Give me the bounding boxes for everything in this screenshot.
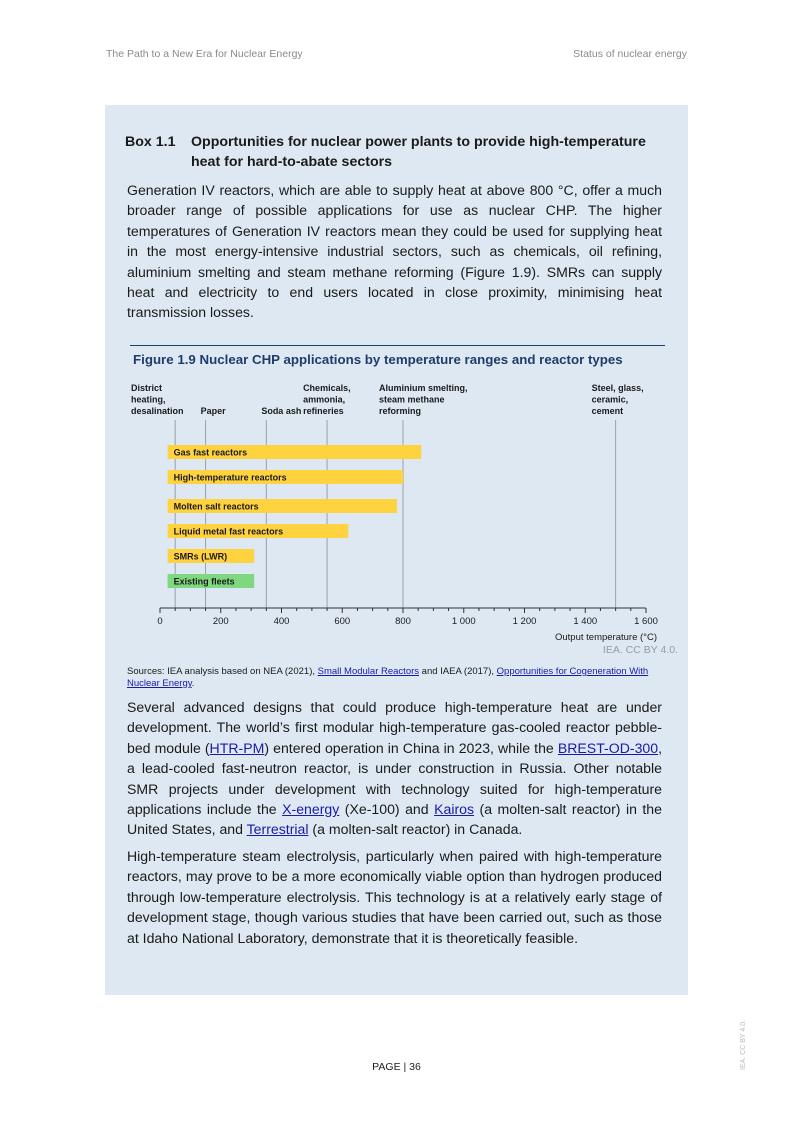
reactor-bar-label: High-temperature reactors (173, 472, 287, 483)
application-label-line: refineries (303, 406, 344, 416)
page-number (0, 1061, 793, 1073)
link-cogeneration-nuclear[interactable]: Opportunities for Cogeneration With Nuclear Energy (127, 666, 649, 689)
sources-suffix: . (191, 678, 195, 689)
application-label-line: District (131, 383, 163, 393)
x-tick-label: 600 (334, 616, 351, 627)
link-kairos[interactable]: Kairos (434, 801, 475, 818)
application-labels (131, 383, 644, 416)
box-intro-paragraph: Generation IV reactors, which are able to supply heat at above 800 °C, offer a much broader range of possible applications for use as nuclear CHP. The higher temperatures of Generation IV reactors mean they could be used for supplying heat in the most energy-intensive industrial sectors, such as chemicals, oil refining, aluminium smelting and steam methane reforming (Figure 1.9). SMRs can supply heat and electricity to end users located in close proximity, minimising heat transmission losses. (127, 182, 662, 321)
link-x-energy[interactable]: X-energy (282, 801, 340, 818)
application-label-line: Chemicals, (303, 383, 351, 393)
page-separator: | (400, 1061, 410, 1073)
running-header-title: The Path to a New Era for Nuclear Energy (106, 48, 303, 60)
application-label-line: reforming (379, 406, 422, 416)
application-label-line: Soda ash (261, 406, 302, 416)
p1-text-3: , a lead-cooled fast-neutron reactor, is under construction in Russia. Other notable SMR projects under development with technology suited for high-temperature applications include the (127, 739, 663, 818)
application-label-line: Steel, glass, (591, 383, 644, 393)
x-tick-label: 400 (273, 616, 290, 627)
p1-text-6: (a molten-salt reactor) in Canada. (308, 821, 523, 838)
reactor-bar-label: Existing fleets (173, 576, 235, 587)
side-credit: IEA. CC BY 4.0. (740, 1019, 747, 1070)
box-number: Box 1.1 (125, 134, 176, 150)
page-number-value: 36 (409, 1061, 421, 1073)
x-axis (157, 608, 658, 627)
sources-prefix: Sources: IEA analysis based on NEA (2021), (127, 666, 318, 677)
sources-middle: and IAEA (2017), (419, 666, 497, 677)
link-small-modular-reactors[interactable]: Small Modular Reactors (317, 666, 420, 677)
link-htr-pm[interactable]: HTR-PM (209, 739, 265, 756)
box-heading: Opportunities for nuclear power plants to provide high-temperature heat for hard-to-abate sectors (191, 134, 646, 170)
x-tick-label: 0 (157, 616, 163, 627)
p1-text-1: Several advanced designs that could produce high-temperature heat are under development. The world’s first modular high-temperature gas-cooled reactor pebble-bed module ( (127, 699, 662, 756)
x-tick-label: 1 400 (573, 616, 598, 627)
figure-title: Figure 1.9 Nuclear CHP applications by temperature ranges and reactor types (133, 352, 623, 367)
reactor-bar-label: Gas fast reactors (173, 447, 248, 458)
reactor-bar-label: Liquid metal fast reactors (173, 526, 284, 537)
x-axis-label: Output temperature (°C) (554, 632, 657, 643)
application-label (131, 383, 184, 416)
x-tick-label: 200 (212, 616, 229, 627)
figure-credit: IEA. CC BY 4.0. (602, 644, 678, 656)
application-label (379, 383, 468, 416)
application-label-line: Aluminium smelting, (379, 383, 468, 393)
application-label (303, 383, 351, 416)
link-terrestrial[interactable]: Terrestrial (246, 821, 309, 838)
application-label-line: heating, (131, 394, 166, 405)
application-label-line: ceramic, (591, 394, 629, 405)
body-paragraph-2: High-temperature steam electrolysis, particularly when paired with high-temperature reactors, may prove to be a more economically viable option than hydrogen produced through low-temperature electrolysis. This technology is at a relatively early stage of development stage, though various studies that have been carried out, such as those at Idaho National Laboratory, demonstrate that it is theoretically feasible. (127, 848, 662, 946)
x-tick-label: 1 600 (634, 616, 658, 627)
application-label-line: Paper (200, 406, 226, 416)
application-label (261, 406, 301, 416)
application-label-line: steam methane (379, 394, 445, 405)
application-label-line: desalination (131, 406, 184, 416)
reactor-bar-label: Molten salt reactors (173, 501, 259, 512)
p1-text-4: (Xe-100) and (339, 801, 435, 818)
x-tick-label: 1 200 (512, 616, 537, 627)
application-label-line: cement (591, 406, 624, 416)
application-label (201, 406, 227, 416)
p1-text-2: ) entered operation in China in 2023, while the (264, 739, 558, 756)
box-1-1 (105, 105, 688, 995)
reactor-bar-label: SMRs (LWR) (173, 551, 228, 562)
link-brest-od-300[interactable]: BREST-OD-300 (557, 739, 659, 756)
body-paragraph-1 (127, 697, 662, 840)
x-tick-label: 1 000 (451, 616, 476, 627)
page-label: PAGE (372, 1061, 401, 1073)
figure-sources (127, 666, 657, 690)
running-header-section: Status of nuclear energy (573, 48, 687, 60)
application-label (592, 383, 644, 416)
p1-text-5: (a molten-salt reactor) in the United States, and (127, 801, 662, 838)
x-tick-label: 800 (395, 616, 411, 627)
nuclear-chp-chart (105, 105, 688, 645)
application-label-line: ammonia, (303, 394, 346, 405)
